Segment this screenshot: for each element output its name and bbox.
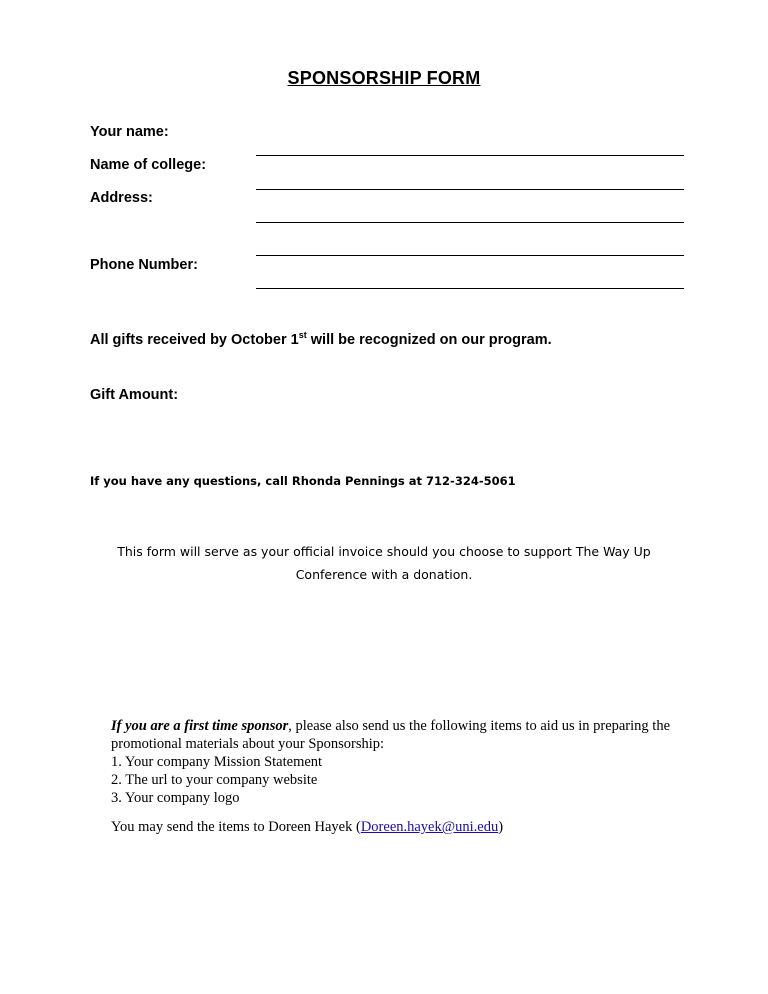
send-text-pre: You may send the items to Doreen Hayek ( bbox=[111, 819, 361, 835]
page-title: SPONSORSHIP FORM bbox=[287, 68, 481, 88]
college-name-line[interactable] bbox=[256, 189, 684, 190]
address-label: Address: bbox=[90, 190, 153, 206]
list-item: 1. Your company Mission Statement bbox=[111, 754, 323, 770]
invoice-statement bbox=[100, 540, 668, 586]
address-line-2[interactable] bbox=[256, 255, 684, 256]
list-item: 2. The url to your company website bbox=[111, 772, 318, 788]
first-time-sponsor-section bbox=[111, 717, 701, 807]
notice-text-post: will be recognized on our program. bbox=[306, 332, 552, 348]
send-text-post: ) bbox=[498, 819, 504, 835]
your-name-line[interactable] bbox=[256, 155, 684, 156]
your-name-label: Your name: bbox=[90, 124, 169, 140]
invoice-line-1: This form will serve as your official invoice should you choose to support The Way Up bbox=[117, 544, 651, 559]
gift-amount-label: Gift Amount: bbox=[90, 387, 179, 403]
first-time-text: , please also send us the following items to aid us in preparing the promotional materials about your Sponsorship: bbox=[111, 718, 671, 752]
address-line-1[interactable] bbox=[256, 222, 684, 223]
questions-contact: If you have any questions, call Rhonda Pennings at 712-324-5061 bbox=[90, 474, 516, 488]
phone-number-label: Phone Number: bbox=[90, 257, 198, 273]
college-name-label: Name of college: bbox=[90, 157, 207, 173]
email-link[interactable]: Doreen.hayek@uni.edu bbox=[360, 819, 499, 835]
invoice-line-2: Conference with a donation. bbox=[295, 567, 473, 582]
phone-number-line[interactable] bbox=[256, 288, 684, 289]
list-item: 3. Your company logo bbox=[111, 790, 240, 806]
send-items-line bbox=[111, 819, 503, 836]
notice-text-pre: All gifts received by October 1 bbox=[90, 332, 299, 348]
gifts-deadline-notice bbox=[90, 332, 552, 348]
first-time-lead: If you are a first time sponsor bbox=[111, 718, 289, 734]
notice-superscript: st bbox=[298, 330, 307, 340]
